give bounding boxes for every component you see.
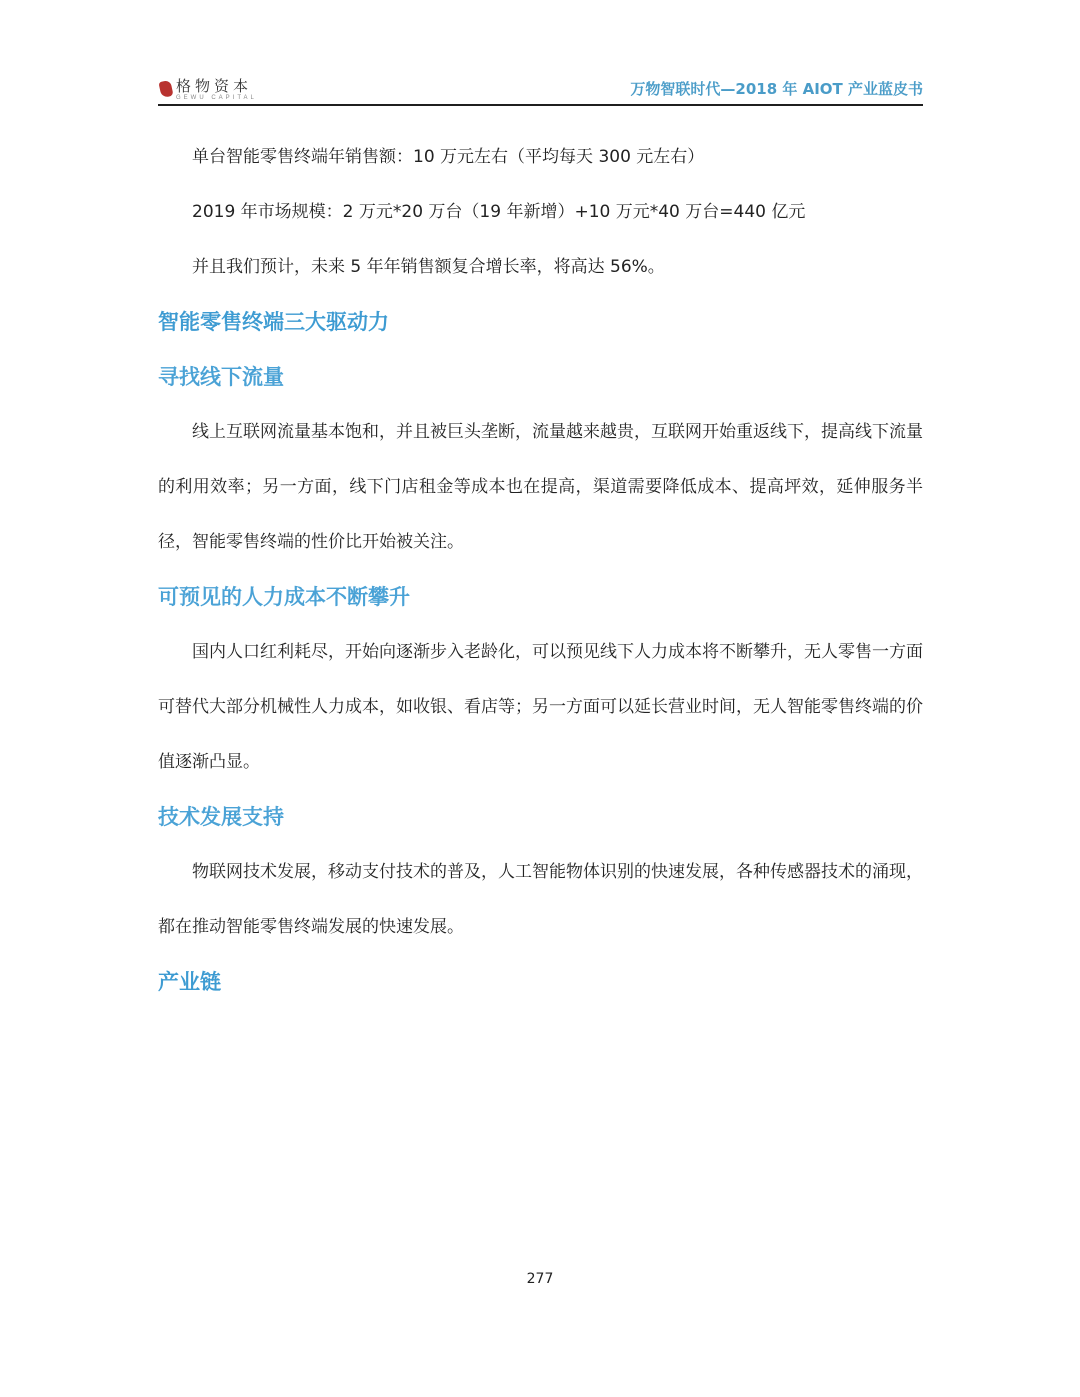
section-heading-industry-chain: 产业链 xyxy=(158,970,221,994)
logo-text xyxy=(176,78,257,102)
page-body xyxy=(158,130,923,1010)
paragraph-growth-forecast: 并且我们预计，未来 5 年年销售额复合增长率，将高达 56%。 xyxy=(192,257,665,277)
paragraph-unit-sales: 单台智能零售终端年销售额：10 万元左右（平均每天 300 元左右） xyxy=(192,147,705,167)
paragraph-market-size: 2019 年市场规模：2 万元*20 万台（19 年新增）+10 万元*40 万台=440 亿元 xyxy=(192,202,806,222)
subheading-technology: 技术发展支持 xyxy=(158,805,284,829)
logo-seal-icon xyxy=(158,80,173,98)
paragraph-labor-cost: 国内人口红利耗尽，开始向逐渐步入老龄化，可以预见线下人力成本将不断攀升，无人零售一方面可替代大部分机械性人力成本，如收银、看店等；另一方面可以延长营业时间，无人智能零售终端的价值逐渐凸显。 xyxy=(158,642,923,772)
page-header xyxy=(158,72,923,106)
page-number: 277 xyxy=(526,1271,554,1287)
paragraph-technology: 物联网技术发展，移动支付技术的普及，人工智能物体识别的快速发展，各种传感器技术的涌现，都在推动智能零售终端发展的快速发展。 xyxy=(158,862,923,937)
paragraph-offline-traffic: 线上互联网流量基本饱和，并且被巨头垄断，流量越来越贵，互联网开始重返线下，提高线下流量的利用效率；另一方面，线下门店租金等成本也在提高，渠道需要降低成本、提高坪效，延伸服务半径，智能零售终端的性价比开始被关注。 xyxy=(158,422,923,552)
subheading-labor-cost: 可预见的人力成本不断攀升 xyxy=(158,585,410,609)
document-title: 万物智联时代—2018 年 AIOT 产业蓝皮书 xyxy=(630,80,923,98)
section-heading-drivers: 智能零售终端三大驱动力 xyxy=(158,310,389,334)
subheading-offline-traffic: 寻找线下流量 xyxy=(158,365,284,389)
logo-chinese-name: 格物资本 xyxy=(176,77,253,95)
logo-english-name: GEWU CAPITAL xyxy=(176,95,257,101)
brand-logo xyxy=(160,78,257,104)
